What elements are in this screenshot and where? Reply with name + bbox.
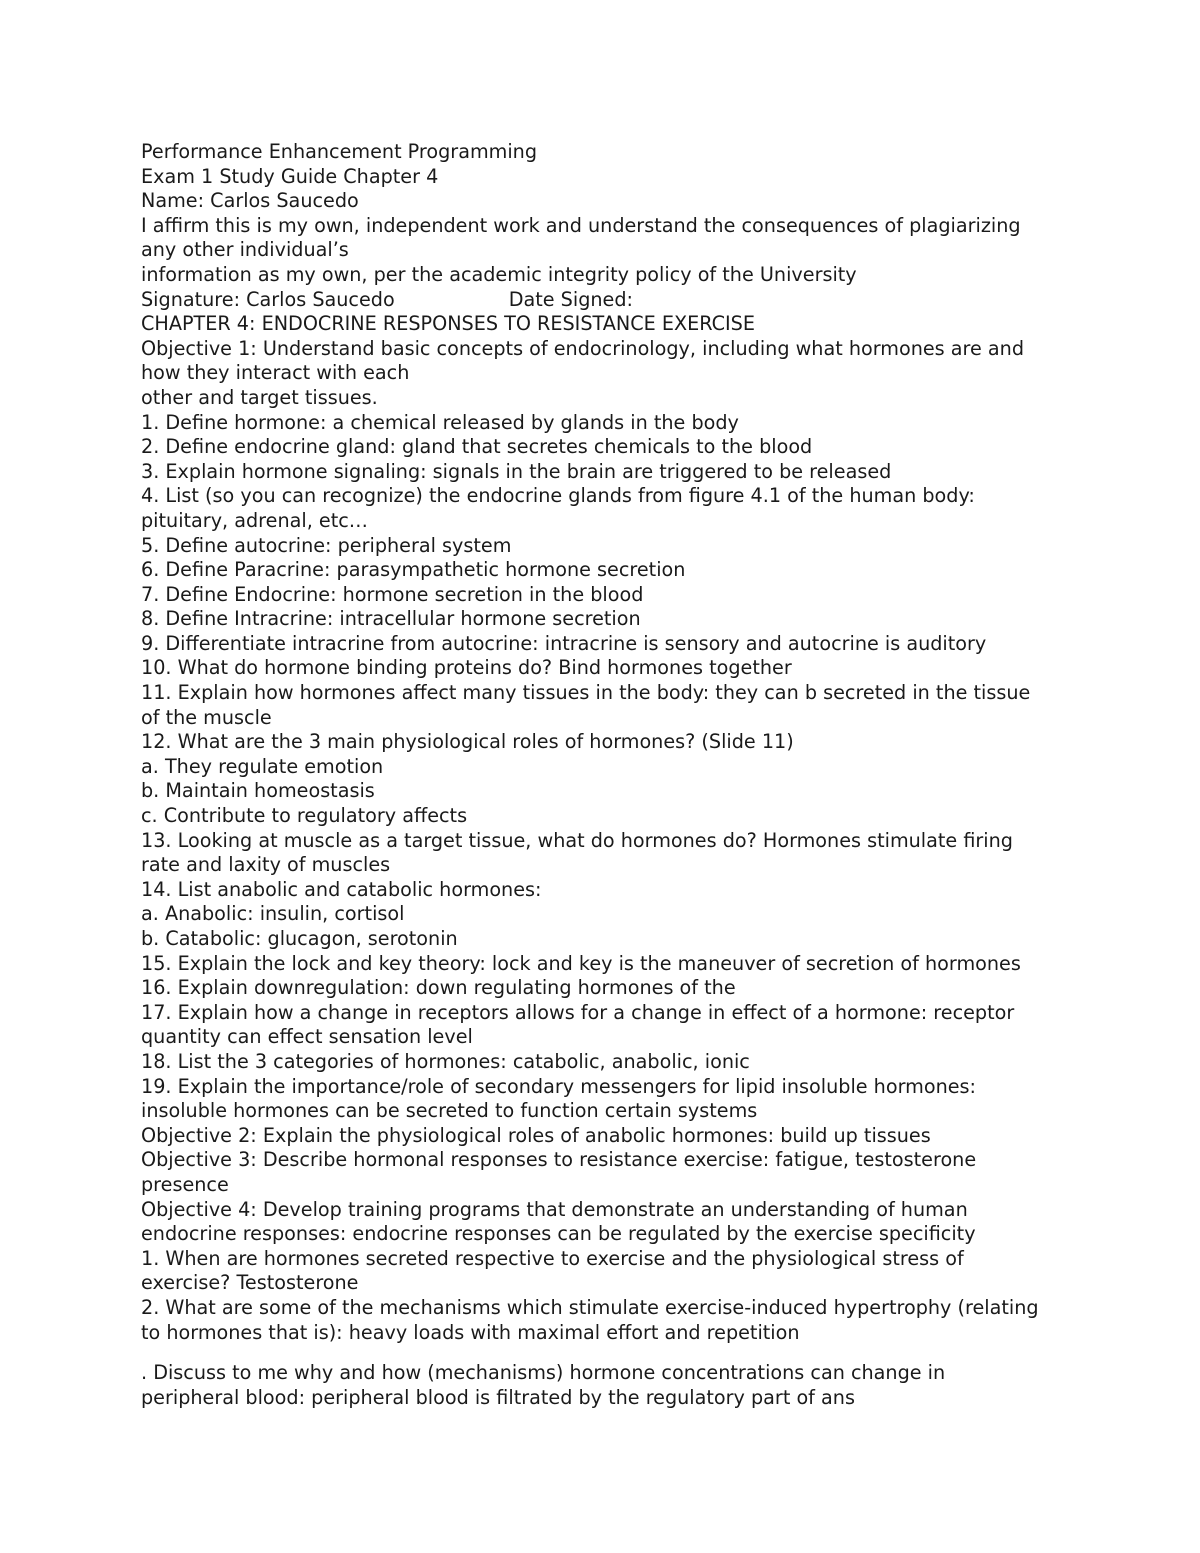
text-line: insoluble hormones can be secreted to function certain systems (141, 1099, 758, 1123)
date-signed-label: Date Signed: (508, 287, 633, 311)
text-line: 13. Looking at muscle as a target tissue, what do hormones do? Hormones stimulate firing (141, 828, 1013, 852)
paragraph-gap (141, 1345, 1071, 1361)
document-page (141, 140, 1071, 1410)
text-line: 3. Explain hormone signaling: signals in the brain are triggered to be released (141, 459, 892, 483)
text-line: 7. Define Endocrine: hormone secretion in the blood (141, 582, 644, 606)
closing-question (141, 1361, 1071, 1410)
text-line: c. Contribute to regulatory affects (141, 804, 468, 828)
text-line: 1. When are hormones secreted respective to exercise and the physiological stress of (141, 1246, 964, 1270)
study-guide-body (141, 312, 1071, 1345)
text-line: 8. Define Intracrine: intracellular hormone secretion (141, 607, 641, 631)
exam-title: Exam 1 Study Guide Chapter 4 (141, 164, 439, 188)
text-line: pituitary, adrenal, etc… (141, 508, 368, 532)
text-line: Objective 2: Explain the physiological roles of anabolic hormones: build up tissues (141, 1123, 931, 1147)
text-line: Objective 3: Describe hormonal responses to resistance exercise: fatigue, testosterone (141, 1148, 977, 1172)
affirmation-line-2: any other individual’s (141, 238, 349, 262)
text-line: to hormones that is): heavy loads with maximal effort and repetition (141, 1320, 800, 1344)
text-line: presence (141, 1172, 229, 1196)
text-line: 16. Explain downregulation: down regulating hormones of the (141, 976, 736, 1000)
text-line: endocrine responses: endocrine responses can be regulated by the exercise specificity (141, 1222, 976, 1246)
text-line: a. Anabolic: insulin, cortisol (141, 902, 405, 926)
text-line: 17. Explain how a change in receptors allows for a change in effect of a hormone: receptor (141, 1000, 1015, 1024)
text-line: quantity can effect sensation level (141, 1025, 473, 1049)
text-line: 19. Explain the importance/role of secondary messengers for lipid insoluble hormones: (141, 1074, 976, 1098)
signature-text: Signature: Carlos Saucedo (141, 287, 395, 311)
closing-line-2: peripheral blood: peripheral blood is filtrated by the regulatory part of ans (141, 1385, 855, 1409)
affirmation-line-1: I affirm this is my own, independent work and understand the consequences of plagiarizing (141, 213, 1021, 237)
text-line: 2. Define endocrine gland: gland that secretes chemicals to the blood (141, 435, 813, 459)
text-line: 1. Define hormone: a chemical released by glands in the body (141, 410, 739, 434)
text-line: of the muscle (141, 705, 272, 729)
text-line: Objective 1: Understand basic concepts of endocrinology, including what hormones are and (141, 336, 1024, 360)
text-line: a. They regulate emotion (141, 754, 384, 778)
course-title: Performance Enhancement Programming (141, 140, 538, 163)
text-line: 2. What are some of the mechanisms which stimulate exercise-induced hypertrophy (relating (141, 1295, 1039, 1319)
text-line: CHAPTER 4: ENDOCRINE RESPONSES TO RESISTANCE EXERCISE (141, 312, 755, 336)
closing-line-1: . Discuss to me why and how (mechanisms) hormone concentrations can change in (141, 1361, 946, 1385)
text-line: other and target tissues. (141, 385, 378, 409)
affirmation-line-3: information as my own, per the academic integrity policy of the University (141, 262, 857, 286)
text-line: 4. List (so you can recognize) the endocrine glands from figure 4.1 of the human body: (141, 484, 975, 508)
header-block (141, 140, 1071, 312)
text-line: rate and laxity of muscles (141, 853, 391, 877)
text-line: 11. Explain how hormones affect many tissues in the body: they can b secreted in the tissue (141, 681, 1031, 705)
text-line: b. Maintain homeostasis (141, 779, 375, 803)
text-line: 12. What are the 3 main physiological roles of hormones? (Slide 11) (141, 730, 794, 754)
text-line: 14. List anabolic and catabolic hormones: (141, 877, 542, 901)
text-line: exercise? Testosterone (141, 1271, 359, 1295)
text-line: 6. Define Paracrine: parasympathetic hormone secretion (141, 558, 686, 582)
text-line: 5. Define autocrine: peripheral system (141, 533, 512, 557)
text-line: Objective 4: Develop training programs that demonstrate an understanding of human (141, 1197, 968, 1221)
text-line: 18. List the 3 categories of hormones: catabolic, anabolic, ionic (141, 1049, 750, 1073)
text-line: how they interact with each (141, 361, 410, 385)
signature-line (141, 288, 1071, 313)
text-line: 10. What do hormone binding proteins do? Bind hormones together (141, 656, 792, 680)
student-name: Name: Carlos Saucedo (141, 189, 359, 213)
text-line: 15. Explain the lock and key theory: lock and key is the maneuver of secretion of hormones (141, 951, 1021, 975)
text-line: 9. Differentiate intracrine from autocrine: intracrine is sensory and autocrine is auditory (141, 631, 987, 655)
text-line: b. Catabolic: glucagon, serotonin (141, 927, 458, 950)
